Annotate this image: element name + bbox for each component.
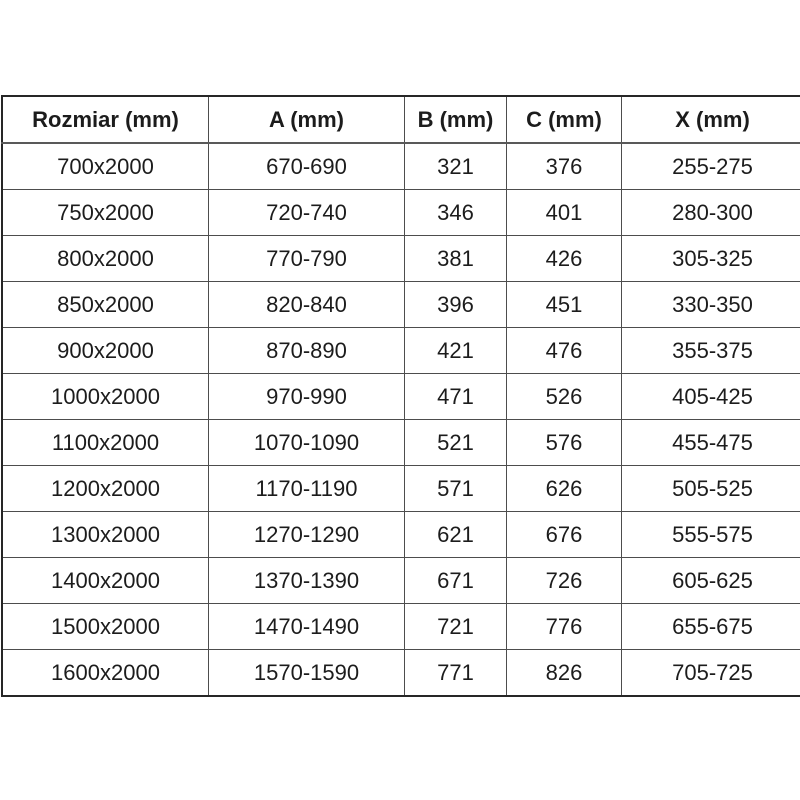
size-cell: 1000x2000: [2, 374, 209, 420]
size-cell: 1300x2000: [2, 512, 209, 558]
value-cell: 626: [507, 466, 622, 512]
value-cell: 726: [507, 558, 622, 604]
table-row: [2, 282, 800, 328]
size-cell: 1100x2000: [2, 420, 209, 466]
value-cell: 1470-1490: [209, 604, 405, 650]
value-cell: 426: [507, 236, 622, 282]
table-row: [2, 236, 800, 282]
value-cell: 576: [507, 420, 622, 466]
table-row: [2, 328, 800, 374]
column-header-rozmiar: Rozmiar (mm): [2, 96, 209, 143]
table-row: [2, 420, 800, 466]
value-cell: 770-790: [209, 236, 405, 282]
value-cell: 721: [405, 604, 507, 650]
value-cell: 321: [405, 143, 507, 190]
table-row: [2, 650, 800, 697]
header-row: [2, 96, 800, 143]
value-cell: 405-425: [622, 374, 800, 420]
column-header-a: A (mm): [209, 96, 405, 143]
size-cell: 1500x2000: [2, 604, 209, 650]
table-row: [2, 558, 800, 604]
column-header-c: C (mm): [507, 96, 622, 143]
value-cell: 605-625: [622, 558, 800, 604]
table-body: [2, 143, 800, 696]
value-cell: 346: [405, 190, 507, 236]
value-cell: 655-675: [622, 604, 800, 650]
value-cell: 451: [507, 282, 622, 328]
size-cell: 1600x2000: [2, 650, 209, 697]
value-cell: 771: [405, 650, 507, 697]
value-cell: 676: [507, 512, 622, 558]
value-cell: 471: [405, 374, 507, 420]
value-cell: 705-725: [622, 650, 800, 697]
value-cell: 526: [507, 374, 622, 420]
value-cell: 455-475: [622, 420, 800, 466]
table-row: [2, 512, 800, 558]
value-cell: 820-840: [209, 282, 405, 328]
column-header-x: X (mm): [622, 96, 800, 143]
value-cell: 1570-1590: [209, 650, 405, 697]
value-cell: 305-325: [622, 236, 800, 282]
value-cell: 381: [405, 236, 507, 282]
value-cell: 421: [405, 328, 507, 374]
value-cell: 401: [507, 190, 622, 236]
value-cell: 776: [507, 604, 622, 650]
table-row: [2, 190, 800, 236]
value-cell: 280-300: [622, 190, 800, 236]
value-cell: 671: [405, 558, 507, 604]
value-cell: 870-890: [209, 328, 405, 374]
size-cell: 750x2000: [2, 190, 209, 236]
value-cell: 1070-1090: [209, 420, 405, 466]
table-row: [2, 374, 800, 420]
value-cell: 826: [507, 650, 622, 697]
column-header-b: B (mm): [405, 96, 507, 143]
value-cell: 1270-1290: [209, 512, 405, 558]
value-cell: 621: [405, 512, 507, 558]
value-cell: 376: [507, 143, 622, 190]
size-cell: 1400x2000: [2, 558, 209, 604]
value-cell: 571: [405, 466, 507, 512]
table-header: [2, 96, 800, 143]
value-cell: 476: [507, 328, 622, 374]
value-cell: 396: [405, 282, 507, 328]
value-cell: 521: [405, 420, 507, 466]
value-cell: 330-350: [622, 282, 800, 328]
size-cell: 800x2000: [2, 236, 209, 282]
value-cell: 670-690: [209, 143, 405, 190]
size-cell: 900x2000: [2, 328, 209, 374]
value-cell: 1370-1390: [209, 558, 405, 604]
size-cell: 850x2000: [2, 282, 209, 328]
value-cell: 1170-1190: [209, 466, 405, 512]
value-cell: 355-375: [622, 328, 800, 374]
value-cell: 555-575: [622, 512, 800, 558]
table-row: [2, 466, 800, 512]
value-cell: 720-740: [209, 190, 405, 236]
value-cell: 970-990: [209, 374, 405, 420]
table-row: [2, 143, 800, 190]
size-cell: 1200x2000: [2, 466, 209, 512]
size-cell: 700x2000: [2, 143, 209, 190]
value-cell: 505-525: [622, 466, 800, 512]
size-table: [1, 95, 800, 697]
value-cell: 255-275: [622, 143, 800, 190]
table-row: [2, 604, 800, 650]
